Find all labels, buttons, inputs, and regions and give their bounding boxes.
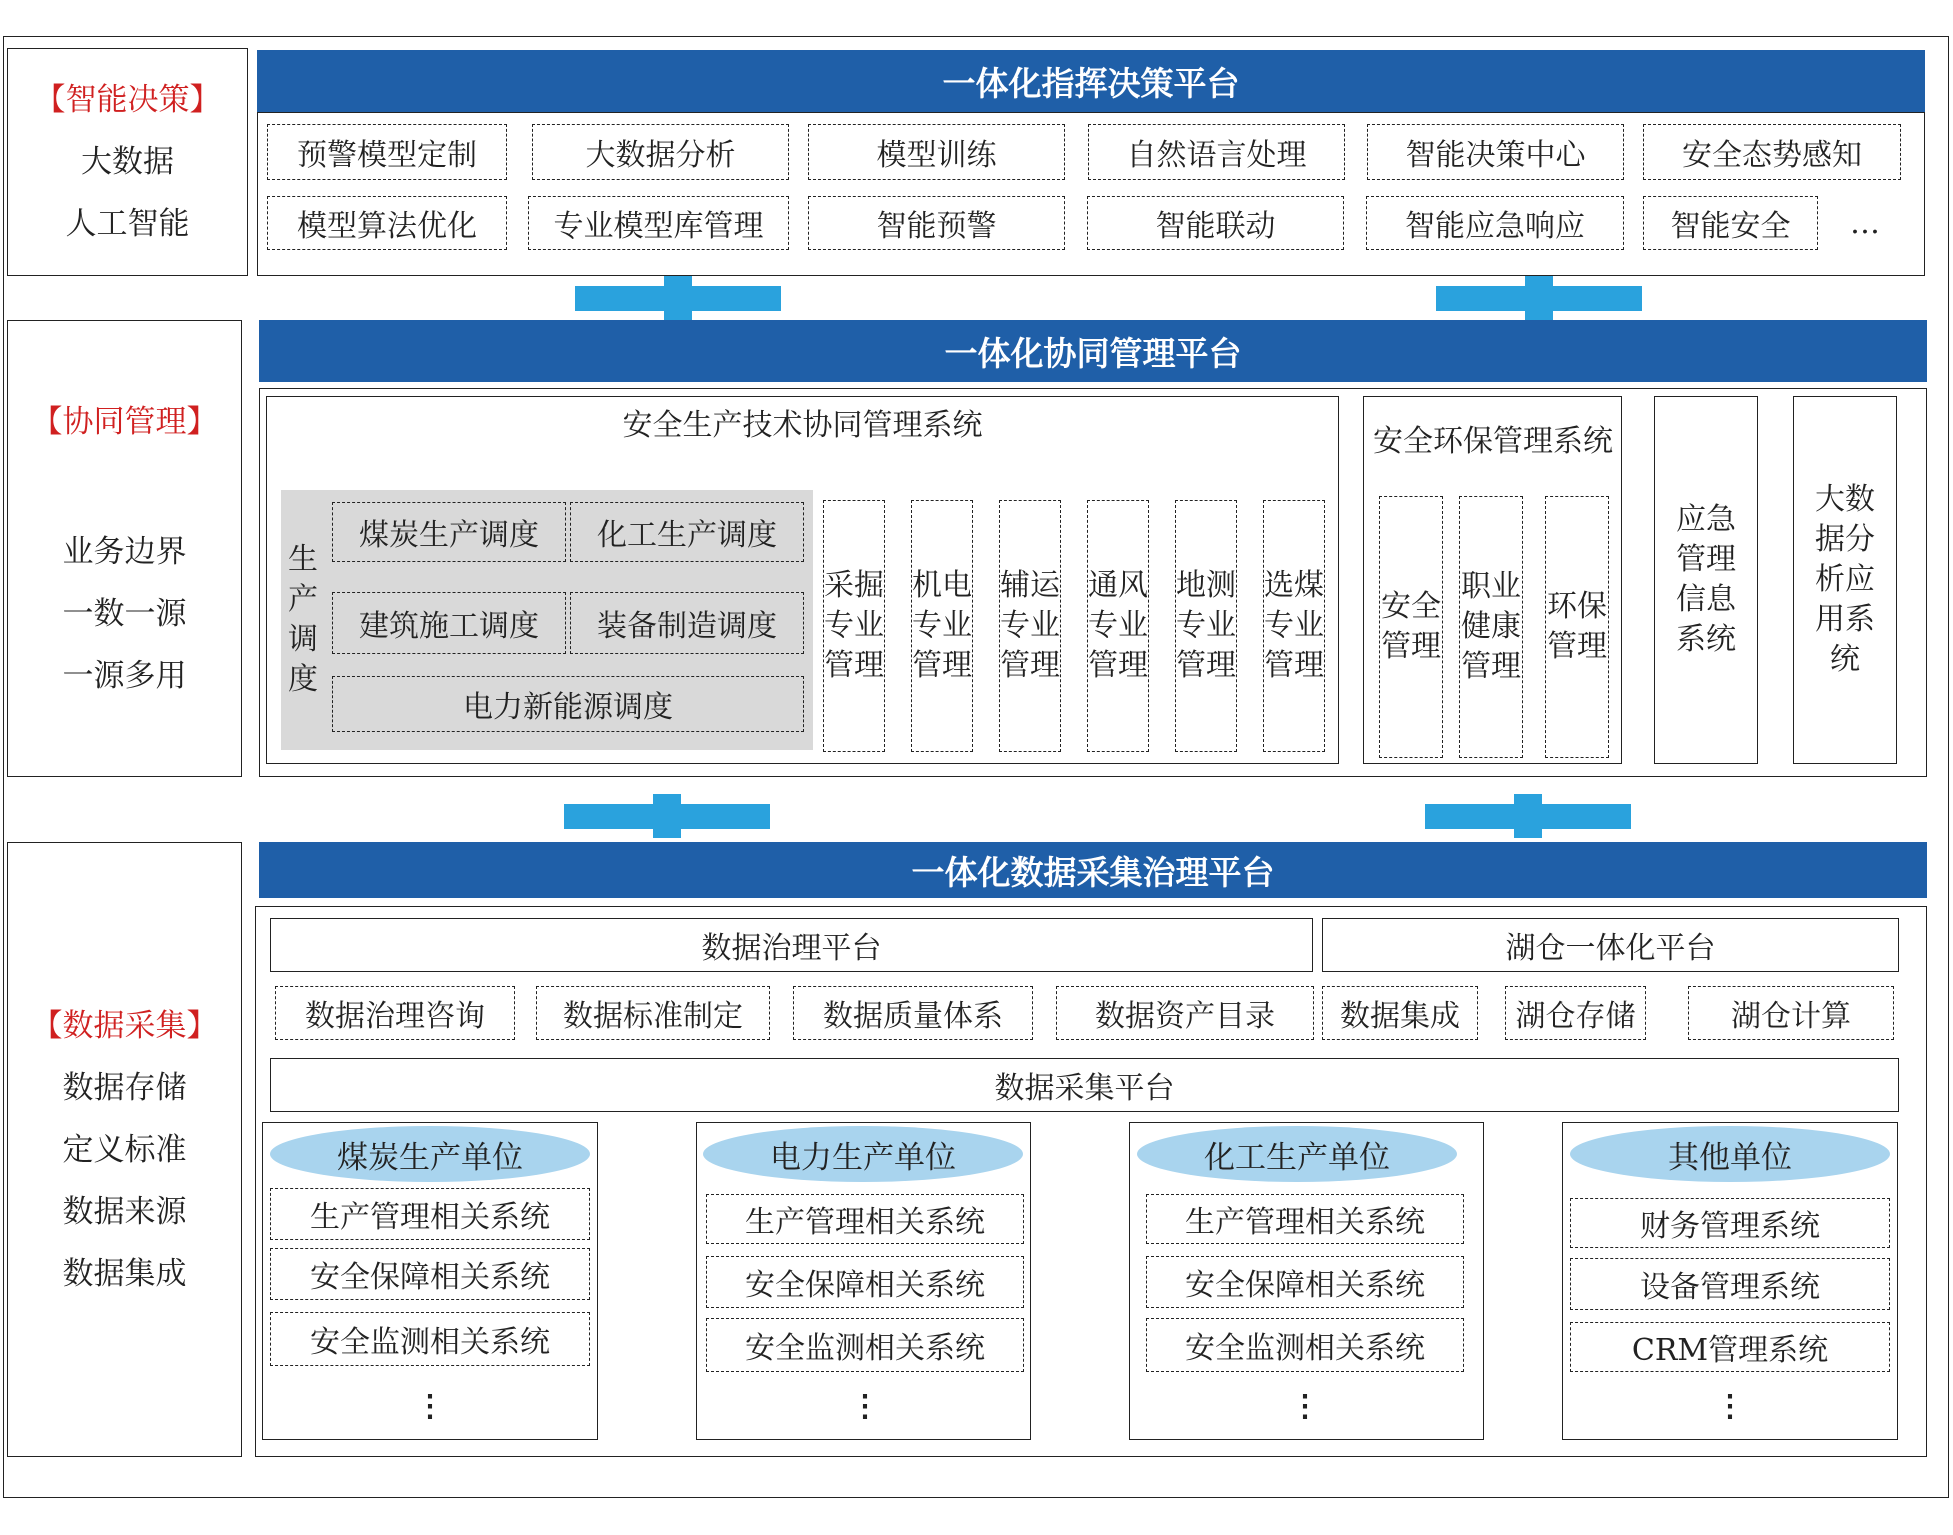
decision-item-3: 模型训练 <box>808 124 1065 180</box>
left-collab-panel <box>7 320 242 777</box>
decision-item-9: 智能预警 <box>808 196 1065 250</box>
unit-chemical-system-3: 安全监测相关系统 <box>1146 1318 1464 1372</box>
decision-title: 【智能决策】 <box>34 82 221 118</box>
lake-item-integration: 数据集成 <box>1322 986 1478 1040</box>
unit-chemical-title: 化工生产单位 <box>1137 1126 1457 1182</box>
dispatch-equipment: 装备制造调度 <box>570 592 804 654</box>
env-occupational-health: 职业健康管理 <box>1459 496 1523 758</box>
unit-power-system-1: 生产管理相关系统 <box>706 1194 1024 1244</box>
collab-line-1: 业务边界 <box>62 533 187 570</box>
lake-item-compute: 湖仓计算 <box>1688 986 1894 1040</box>
unit-other-title: 其他单位 <box>1570 1126 1890 1182</box>
unit-chemical-system-1: 生产管理相关系统 <box>1146 1194 1464 1244</box>
unit-coal-system-2: 安全保障相关系统 <box>270 1248 590 1300</box>
decision-item-12: 智能安全 <box>1643 196 1818 250</box>
dispatch-construction: 建筑施工调度 <box>332 592 566 654</box>
specialty-transport: 辅运专业管理 <box>999 500 1061 752</box>
collab-line-2: 一数一源 <box>62 595 187 632</box>
specialty-mining: 采掘专业管理 <box>823 500 885 752</box>
unit-power-title: 电力生产单位 <box>703 1126 1023 1182</box>
collect-line-3: 数据来源 <box>62 1193 187 1230</box>
env-system-title: 安全环保管理系统 <box>1373 424 1613 459</box>
decision-more: … <box>1850 205 1880 241</box>
collab-title: 【协同管理】 <box>31 403 218 440</box>
gov-item-catalog: 数据资产目录 <box>1056 986 1314 1040</box>
specialty-electromechanical: 机电专业管理 <box>911 500 973 752</box>
dispatch-power: 电力新能源调度 <box>332 676 804 732</box>
collab-line-3: 一源多用 <box>62 657 187 694</box>
dispatch-chemical: 化工生产调度 <box>570 502 804 562</box>
unit-chemical-system-2: 安全保障相关系统 <box>1146 1256 1464 1308</box>
decision-item-8: 专业模型库管理 <box>528 196 789 250</box>
arrow-stem-4 <box>1514 794 1542 838</box>
gov-item-standards: 数据标准制定 <box>536 986 770 1040</box>
decision-platform-banner: 一体化指挥决策平台 <box>257 50 1925 112</box>
collab-platform-banner: 一体化协同管理平台 <box>259 320 1927 382</box>
dispatch-label: 生产调度 <box>288 542 318 697</box>
gov-item-quality: 数据质量体系 <box>793 986 1033 1040</box>
collect-line-4: 数据集成 <box>62 1255 187 1292</box>
decision-item-5: 智能决策中心 <box>1367 124 1624 180</box>
unit-chemical-more: ⋮ <box>1290 1389 1320 1424</box>
unit-coal-more: ⋮ <box>415 1389 445 1424</box>
decision-item-11: 智能应急响应 <box>1366 196 1624 250</box>
emergency-system: 应急管理信息系统 <box>1654 396 1758 764</box>
unit-coal-system-1: 生产管理相关系统 <box>270 1188 590 1240</box>
arrow-stem-3 <box>653 794 681 838</box>
dispatch-coal: 煤炭生产调度 <box>332 502 566 562</box>
decision-item-10: 智能联动 <box>1087 196 1344 250</box>
governance-platform: 数据治理平台 <box>270 918 1313 972</box>
env-protection: 环保管理 <box>1545 496 1609 758</box>
unit-other-more: ⋮ <box>1715 1389 1745 1424</box>
unit-power-system-3: 安全监测相关系统 <box>706 1318 1024 1372</box>
left-decision-panel <box>7 48 248 276</box>
env-safety: 安全管理 <box>1379 496 1443 758</box>
unit-power-more: ⋮ <box>850 1389 880 1424</box>
collect-platform-banner: 一体化数据采集治理平台 <box>259 842 1927 898</box>
unit-coal-system-3: 安全监测相关系统 <box>270 1312 590 1366</box>
arrow-stem-2 <box>1525 276 1553 320</box>
decision-item-4: 自然语言处理 <box>1088 124 1345 180</box>
decision-item-6: 安全态势感知 <box>1643 124 1901 180</box>
unit-power-system-2: 安全保障相关系统 <box>706 1256 1024 1308</box>
unit-coal-title: 煤炭生产单位 <box>270 1126 590 1182</box>
decision-line-1: 大数据 <box>81 144 174 180</box>
arrow-stem-1 <box>664 276 692 320</box>
specialty-ventilation: 通风专业管理 <box>1087 500 1149 752</box>
left-collect-panel <box>7 842 242 1457</box>
lake-item-storage: 湖仓存储 <box>1505 986 1646 1040</box>
collect-title: 【数据采集】 <box>31 1007 218 1044</box>
specialty-coal-prep: 选煤专业管理 <box>1263 500 1325 752</box>
specialty-survey: 地测专业管理 <box>1175 500 1237 752</box>
decision-line-2: 人工智能 <box>65 206 190 242</box>
bigdata-app-system: 大数据分析应用系统 <box>1793 396 1897 764</box>
lakehouse-platform: 湖仓一体化平台 <box>1322 918 1899 972</box>
collect-line-2: 定义标准 <box>62 1131 187 1168</box>
collect-line-1: 数据存储 <box>62 1069 187 1106</box>
decision-item-7: 模型算法优化 <box>267 196 507 250</box>
unit-other-system-3: CRM管理系统 <box>1570 1322 1890 1372</box>
decision-item-1: 预警模型定制 <box>267 124 507 180</box>
unit-other-system-1: 财务管理系统 <box>1570 1198 1890 1248</box>
unit-other-system-2: 设备管理系统 <box>1570 1258 1890 1310</box>
gov-item-consulting: 数据治理咨询 <box>275 986 515 1040</box>
tech-system-title: 安全生产技术协同管理系统 <box>622 408 983 443</box>
collection-platform: 数据采集平台 <box>270 1058 1899 1112</box>
decision-item-2: 大数据分析 <box>532 124 789 180</box>
